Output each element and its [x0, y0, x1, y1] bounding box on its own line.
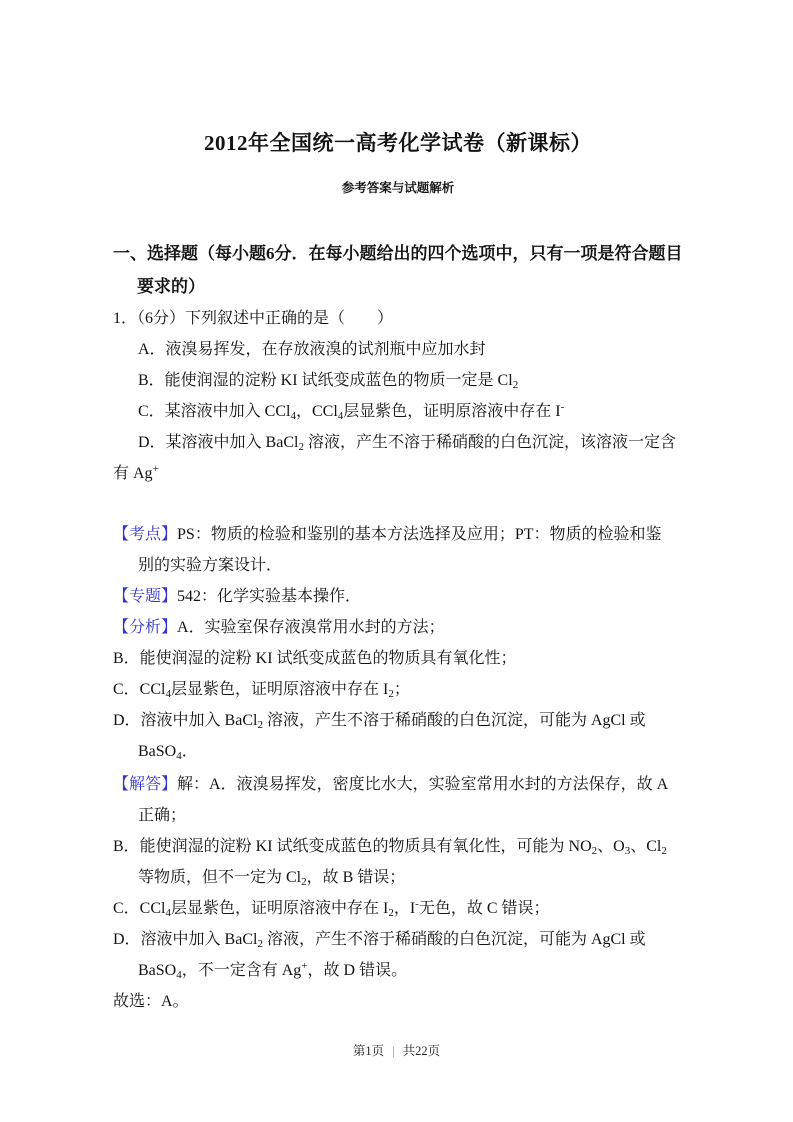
jieda-line-b2: 等物质，但不一定为 $Cl_2$，故 B 错误；	[138, 869, 406, 888]
document-subtitle: 参考答案与试题解析	[341, 181, 455, 195]
zhuanti-line	[113, 581, 683, 612]
jieda-block	[113, 769, 683, 1017]
kaodian-line2: 别的实验方案设计．	[138, 557, 283, 574]
section-heading	[113, 237, 683, 303]
jieda-line-a2: 正确；	[138, 807, 187, 824]
jieda-line-c: C．CCl$_4$层显紫色，证明原溶液中存在 $I_2$，I-无色，故 C 错误；	[113, 898, 550, 919]
fenxi-line-d: D．溶液中加入 BaCl$_2$ 溶液，产生不溶于稀硝酸的白色沉淀，可能为 AgCl 或	[113, 712, 646, 731]
zhuanti-label: 【专题】	[113, 588, 178, 605]
section-heading-line2: 要求的）	[137, 277, 205, 296]
kaodian-block	[113, 519, 683, 581]
kaodian-line1	[113, 519, 683, 550]
footer-page-current: 第1页	[352, 1044, 385, 1058]
fenxi-line-a	[113, 612, 683, 643]
question-option-c: C．某溶液中加入 CCl$_4$，CCl$_4$层显紫色，证明原溶液中存在 I-	[138, 401, 565, 422]
fenxi-line-c: C．CCl$_4$层显紫色，证明原溶液中存在 $I_2$；	[113, 681, 410, 700]
page-footer	[0, 1043, 793, 1059]
question-option-a: A．液溴易挥发，在存放液溴的试剂瓶中应加水封	[138, 341, 486, 358]
document-content	[113, 0, 683, 1017]
fenxi-label: 【分析】	[113, 619, 178, 636]
kaodian-text1: PS：物质的检验和鉴别的基本方法选择及应用；PT：物质的检验和鉴	[177, 526, 662, 543]
zhuanti-text: 542：化学实验基本操作．	[177, 588, 362, 605]
question-option-b: B．能使润湿的淀粉 KI 试纸变成蓝色的物质一定是 $Cl_2$	[138, 372, 519, 391]
jieda-label: 【解答】	[113, 776, 178, 793]
question-stem: 1．（6分）下列叙述中正确的是（ ）	[113, 310, 394, 327]
fenxi-line-d-continuation: BaSO$_4$．	[138, 743, 198, 762]
jieda-line-d1: D．溶液中加入 BaCl$_2$ 溶液，产生不溶于稀硝酸的白色沉淀，可能为 AgCl 或	[113, 931, 646, 950]
fenxi-block	[113, 612, 683, 767]
question-block	[113, 303, 683, 489]
section-heading-line1: 一、选择题（每小题6分．在每小题给出的四个选项中，只有一项是符合题目	[113, 244, 683, 263]
jieda-line-d2: BaSO$_4$，不一定含有 Ag+，故 D 错误。	[138, 960, 408, 981]
question-option-d-continuation: 有 Ag+	[113, 463, 159, 482]
question-option-d: D．某溶液中加入 BaCl$_2$ 溶液，产生不溶于稀硝酸的白色沉淀，该溶液一定含	[138, 434, 676, 453]
jieda-line-a1	[113, 769, 683, 800]
kaodian-label: 【考点】	[113, 526, 178, 543]
fenxi-line-b: B．能使润湿的淀粉 KI 试纸变成蓝色的物质具有氧化性；	[113, 650, 517, 667]
answer-conclusion: 故选：A。	[113, 993, 189, 1010]
footer-separator: |	[392, 1044, 395, 1058]
zhuanti-block	[113, 581, 683, 612]
fenxi-text-a: A．实验室保存液溴常用水封的方法；	[177, 619, 445, 636]
jieda-text-a1: 解：A．液溴易挥发，密度比水大，实验室常用水封的方法保存，故 A	[177, 776, 669, 793]
jieda-line-b1: B．能使润湿的淀粉 KI 试纸变成蓝色的物质具有氧化性，可能为 $NO_2$、$O_3$、$Cl_2$	[113, 838, 667, 857]
document-title: 2012年全国统一高考化学试卷（新课标）	[204, 131, 592, 155]
footer-page-total: 共22页	[402, 1044, 441, 1058]
